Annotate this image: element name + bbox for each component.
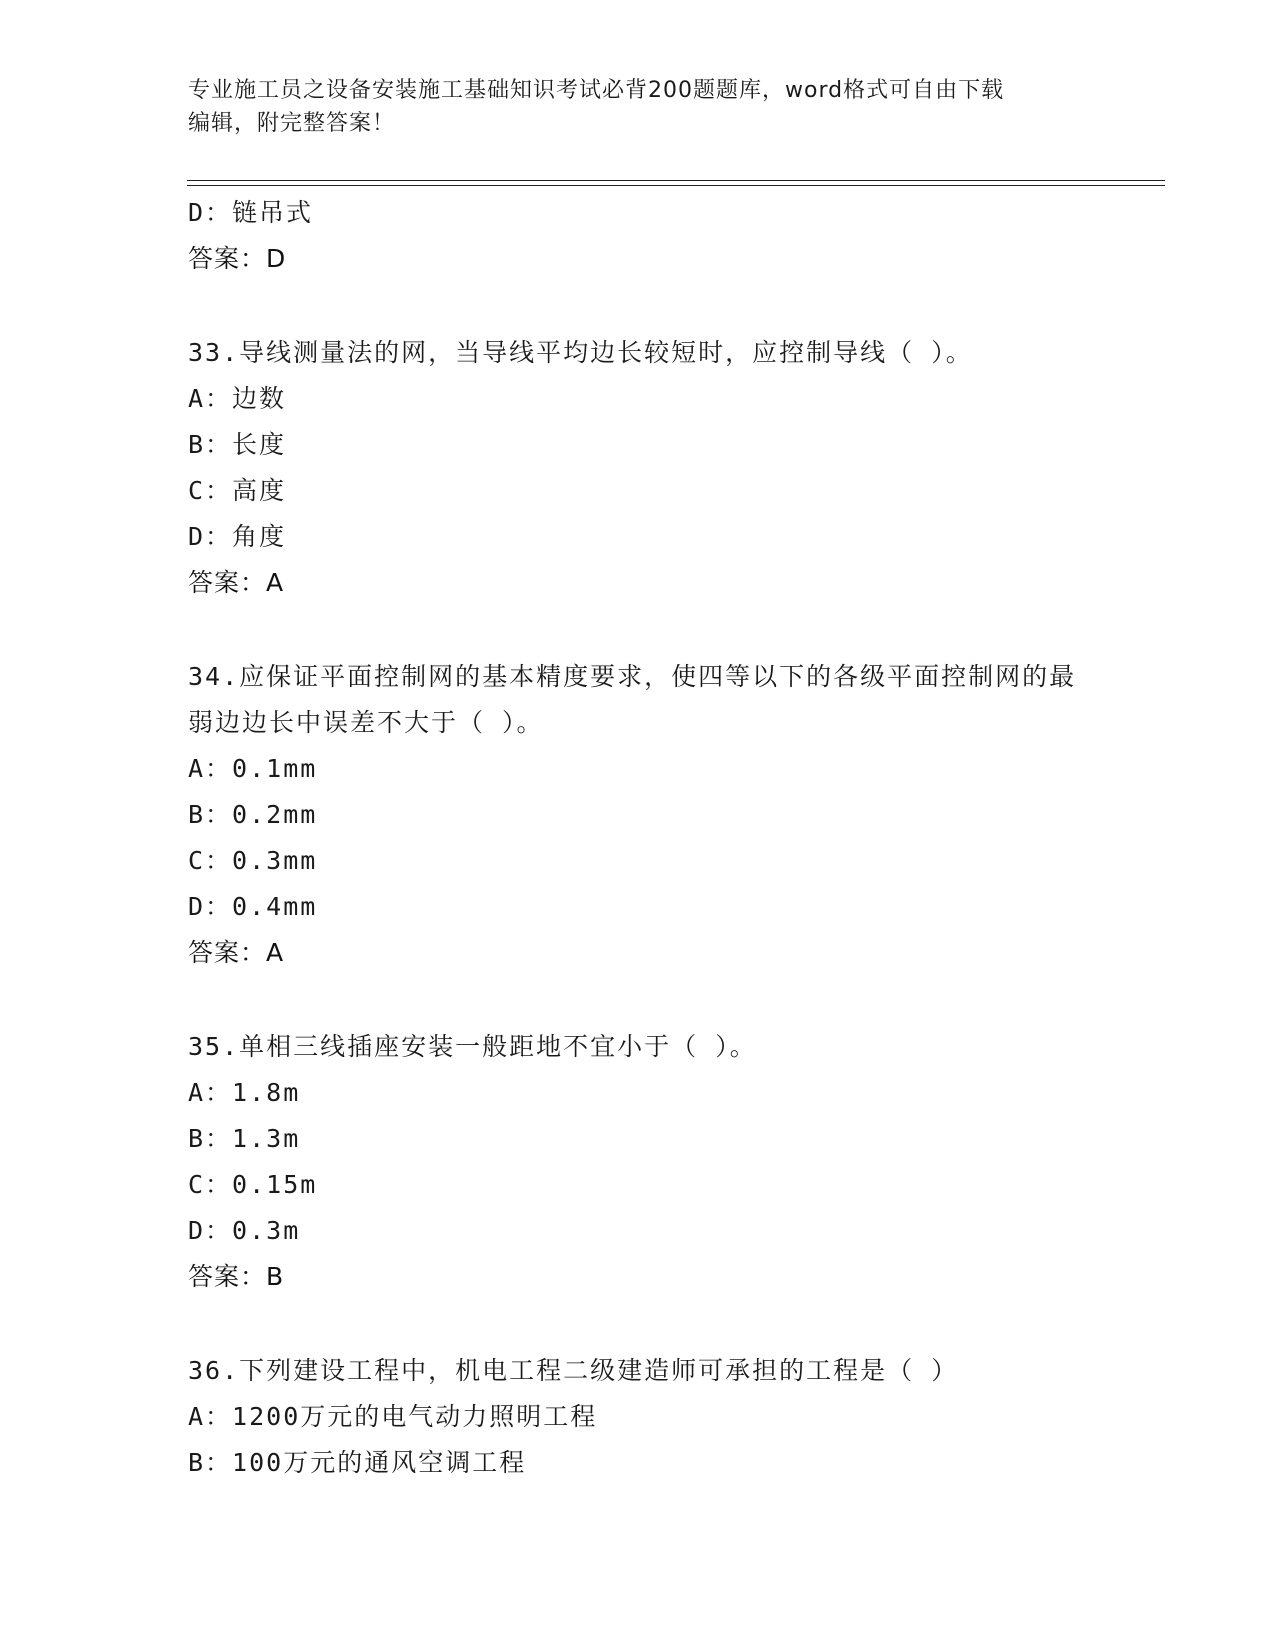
question-34-option-a: A：0.1mm [188,754,318,783]
question-33-title: 33.导线测量法的网，当导线平均边长较短时，应控制导线（ ）。 [188,338,973,367]
continued-answer: 答案：D [188,244,287,273]
question-35-option-d: D：0.3m [188,1216,301,1245]
continued-option-d: D：链吊式 [188,198,314,227]
question-35-option-b: B：1.3m [188,1124,301,1153]
question-34-option-b: B：0.2mm [188,800,318,829]
document-header: 专业施工员之设备安装施工基础知识考试必背200题题库，word格式可自由下载 编辑，附完整答案！ [188,78,1005,136]
question-35-title: 35.单相三线插座安装一般距地不宜小于（ ）。 [188,1032,757,1061]
question-36-option-b: B：100万元的通风空调工程 [188,1448,527,1477]
question-33-option-a: A：边数 [188,384,287,413]
question-33-option-d: D：角度 [188,522,287,551]
question-33-answer: 答案：A [188,568,285,597]
question-36-option-a: A：1200万元的电气动力照明工程 [188,1402,598,1431]
question-33-option-c: C：高度 [188,476,287,505]
question-content [188,190,1088,1486]
header-divider-bottom [187,185,1165,186]
question-34-option-c: C：0.3mm [188,846,318,875]
question-34-title: 34.应保证平面控制网的基本精度要求，使四等以下的各级平面控制网的最弱边边长中误差不大于（ ）。 [188,662,1077,737]
question-34-answer: 答案：A [188,938,285,967]
question-34-option-d: D：0.4mm [188,892,318,921]
question-35-answer: 答案：B [188,1262,285,1291]
question-35-option-c: C：0.15m [188,1170,318,1199]
question-36-title: 36.下列建设工程中，机电工程二级建造师可承担的工程是（ ） [188,1356,959,1385]
question-33-option-b: B：长度 [188,430,287,459]
header-divider-top [187,180,1165,181]
question-35-option-a: A：1.8m [188,1078,301,1107]
